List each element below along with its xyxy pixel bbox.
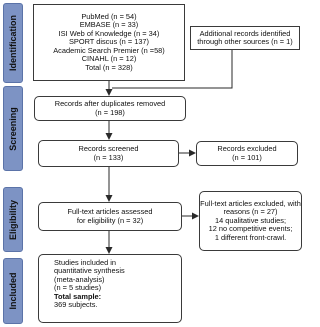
- fulltext-assessed-line1: Full-text articles assessed: [67, 207, 153, 217]
- total-sample-label: Total sample:: [54, 291, 102, 301]
- records-screened-line1: Records screened: [78, 144, 139, 154]
- total-sample-value: 369 subjects.: [54, 300, 98, 310]
- database-academic-search: Academic Search Premier (n =58): [53, 45, 165, 55]
- duplicates-removed-count: (n = 198): [95, 107, 125, 117]
- records-screened-box: [38, 140, 179, 167]
- additional-records-box: [190, 26, 300, 50]
- database-total: Total (n = 328): [85, 62, 133, 72]
- duplicates-removed-box: [34, 96, 186, 121]
- fulltext-excluded-qualitative: 14 qualitative studies;: [214, 215, 287, 225]
- stage-eligibility-label: Eligibility: [8, 199, 18, 240]
- database-isi: ISI Web of Knowledge (n = 34): [58, 28, 160, 38]
- studies-included-box: [38, 254, 182, 323]
- database-pubmed: PubMed (n = 54): [81, 12, 137, 22]
- records-excluded-line1: Records excluded: [217, 144, 277, 154]
- fulltext-excluded-no-competitive: 12 no competitive events;: [208, 224, 293, 234]
- fulltext-assessed-line2: for eligibility (n = 32): [76, 215, 144, 225]
- records-excluded-count: (n = 101): [232, 152, 262, 162]
- fulltext-excluded-line2: reasons (n = 27): [223, 207, 278, 217]
- fulltext-excluded-line1: Full-text articles excluded, with: [200, 198, 301, 208]
- studies-included-count: (n = 5 studies): [54, 283, 102, 293]
- records-excluded-box: [196, 141, 298, 166]
- database-sportdiscus: SPORT discus (n = 137): [68, 37, 150, 47]
- databases-box: [33, 4, 185, 81]
- duplicates-removed-line1: Records after duplicates removed: [54, 99, 166, 109]
- additional-records-line1: Additional records identified: [199, 28, 291, 38]
- stage-included-label: Included: [8, 272, 18, 310]
- additional-records-line2: through other sources (n = 1): [197, 37, 293, 46]
- stage-screening-label: Screening: [8, 106, 18, 151]
- stage-identification-label: Identification: [8, 15, 18, 71]
- studies-included-line2: quantitative synthesis: [54, 266, 125, 276]
- fulltext-assessed-box: [38, 202, 182, 231]
- fulltext-excluded-front-crawl: 1 different front-crawl.: [214, 232, 287, 242]
- records-screened-count: (n = 133): [93, 152, 124, 162]
- database-embase: EMBASE (n = 33): [79, 20, 139, 30]
- studies-included-line3: (meta-analysis): [54, 274, 105, 284]
- studies-included-line1: Studies included in: [54, 258, 117, 267]
- fulltext-excluded-box: [199, 191, 302, 251]
- database-cinahl: CINAHL (n = 12): [81, 54, 137, 64]
